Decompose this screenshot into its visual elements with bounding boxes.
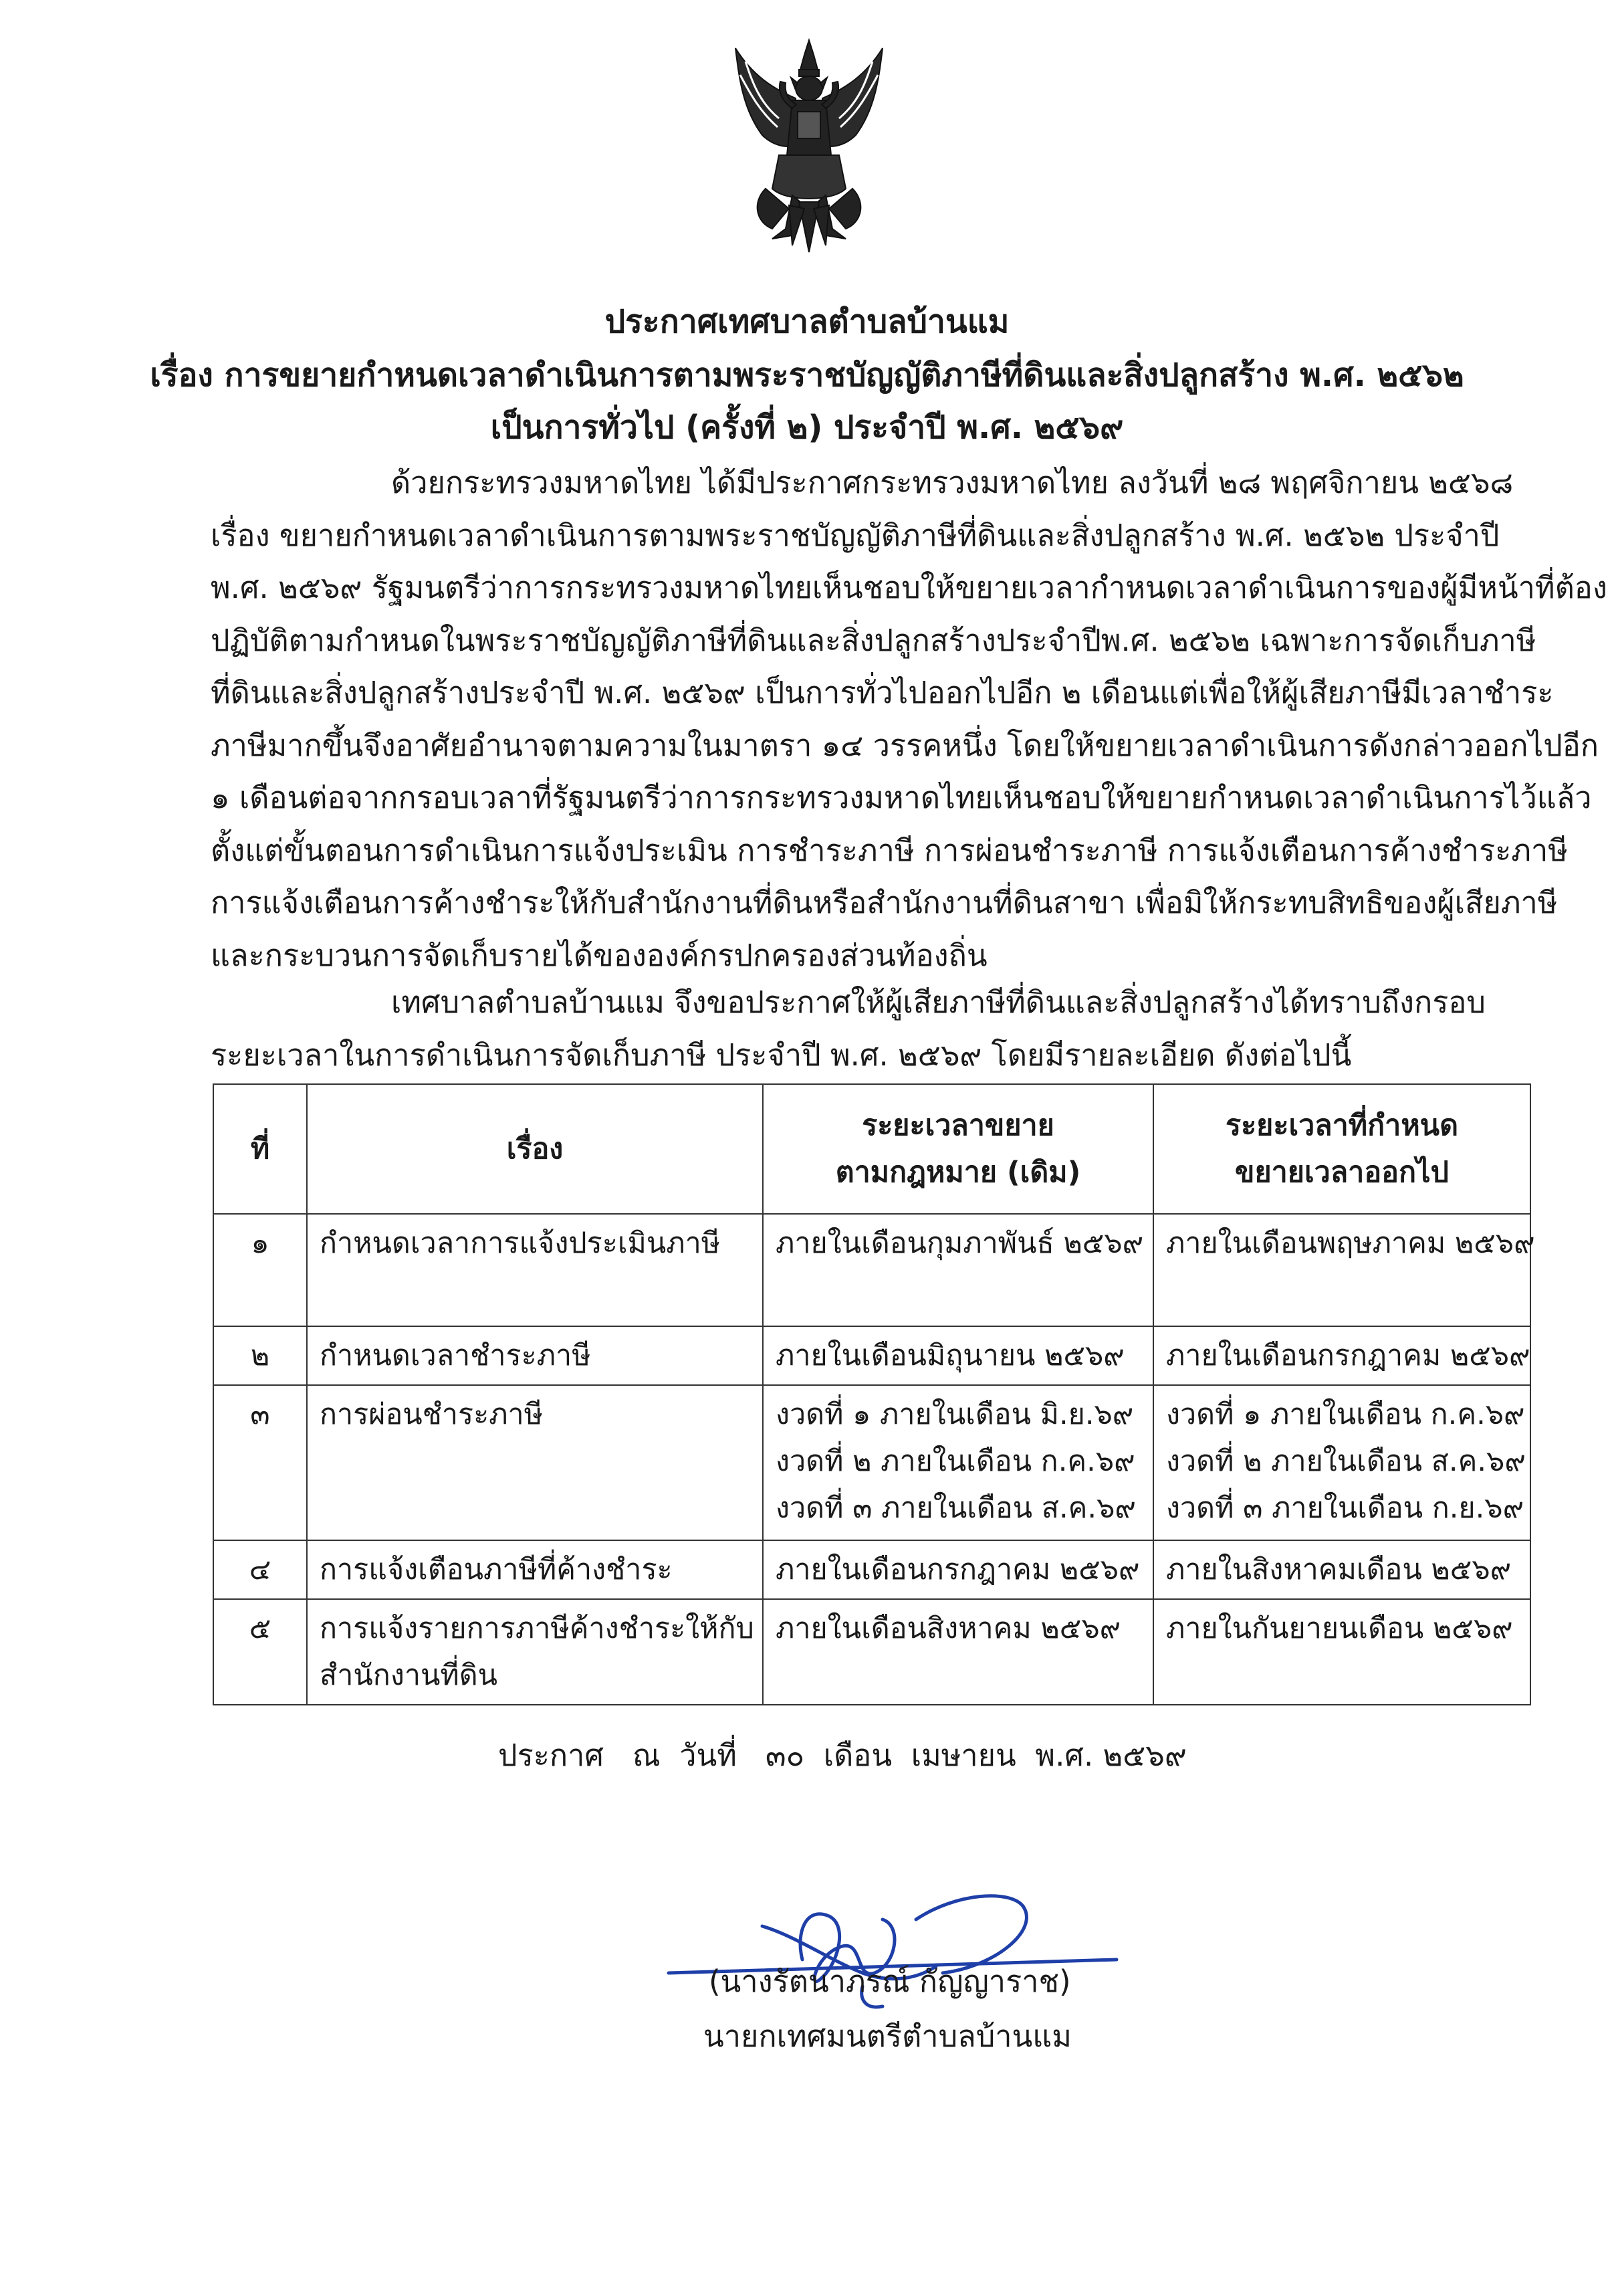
row-original-period [763,1385,1153,1540]
text-line: ด้วยกระทรวงมหาดไทย ได้มีประกาศกระทรวงมหาดไทย ลงวันที่ ๒๘ พฤศจิกายน ๒๕๖๘ [391,465,1514,500]
row-number: ๒ [213,1326,307,1385]
row-subject [307,1540,763,1599]
cell-line: ภายในเดือนพฤษภาคม ๒๕๖๙ [1166,1227,1535,1260]
row-subject [307,1214,763,1326]
row-number: ๓ [213,1385,307,1540]
schedule-table [213,1083,1535,1705]
cell-line: งวดที่ ๑ ภายในเดือน มิ.ย.๖๙ [776,1398,1134,1431]
cell-line: งวดที่ ๒ ภายในเดือน ก.ค.๖๙ [776,1445,1135,1478]
cell-line: ภายในเดือนกุมภาพันธ์ ๒๕๖๙ [776,1227,1144,1260]
announcement-subtitle: เป็นการทั่วไป (ครั้งที่ ๒) ประจำปี พ.ศ. ๒๕๖๙ [490,409,1124,446]
signer-position: นายกเทศมนตรีตำบลบ้านแม [703,2018,1072,2054]
header-line: ระยะเวลาขยาย [862,1109,1054,1142]
cell-line: งวดที่ ๒ ภายในเดือน ส.ค.๖๙ [1166,1445,1526,1478]
row-subject [307,1326,763,1385]
row-number: ๔ [213,1540,307,1599]
row-number: ๕ [213,1599,307,1705]
text-line: ที่ดินและสิ่งปลูกสร้างประจำปี พ.ศ. ๒๕๖๙ เป็นการทั่วไปออกไปอีก ๒ เดือนแต่เพื่อให้ผู้เสียภาษีมีเวลาชำระ [211,675,1554,710]
cell-line: กำหนดเวลาการแจ้งประเมินภาษี [320,1227,721,1260]
table-row [213,1599,1530,1705]
text-line: ๑ เดือนต่อจากกรอบเวลาที่รัฐมนตรีว่าการกระทรวงมหาดไทยเห็นชอบให้ขยายกำหนดเวลาดำเนินการไว้แล้ว [211,780,1592,815]
header-line: ระยะเวลาที่กำหนด [1225,1109,1458,1142]
cell-line: การแจ้งรายการภาษีค้างชำระให้กับ [320,1612,754,1645]
table-row [213,1326,1530,1385]
header-line: ขยายเวลาออกไป [1235,1156,1449,1189]
cell-line: ภายในสิงหาคมเดือน ๒๕๖๙ [1166,1553,1512,1586]
row-original-period [763,1599,1153,1705]
text-line: ปฏิบัติตามกำหนดในพระราชบัญญัติภาษีที่ดินและสิ่งปลูกสร้างประจำปีพ.ศ. ๒๕๖๒ เฉพาะการจัดเก็บภาษี [211,622,1536,658]
text-line: ระยะเวลาในการดำเนินการจัดเก็บภาษี ประจำปี พ.ศ. ๒๕๖๙ โดยมีรายละเอียด ดังต่อไปนี้ [211,1037,1352,1073]
row-extended-period [1153,1599,1530,1705]
cell-line: กำหนดเวลาชำระภาษี [320,1339,591,1372]
row-number: ๑ [213,1214,307,1326]
announcement-subject: เรื่อง การขยายกำหนดเวลาดำเนินการตามพระราชบัญญัติภาษีที่ดินและสิ่งปลูกสร้าง พ.ศ. ๒๕๖๒ [150,356,1464,394]
cell-line: ภายในเดือนสิงหาคม ๒๕๖๙ [776,1612,1121,1645]
cell-line: งวดที่ ๓ ภายในเดือน ส.ค.๖๙ [776,1491,1136,1525]
text-line: พ.ศ. ๒๕๖๙ รัฐมนตรีว่าการกระทรวงมหาดไทยเห็นชอบให้ขยายเวลากำหนดเวลาดำเนินการของผู้มีหน้าที่ต้อง [211,570,1607,605]
row-original-period [763,1326,1153,1385]
header-line: ตามกฎหมาย (เดิม) [835,1156,1081,1189]
table-header-row [213,1084,1530,1214]
text-line: เทศบาลตำบลบ้านแม จึงขอประกาศให้ผู้เสียภาษีที่ดินและสิ่งปลูกสร้างได้ทราบถึงกรอบ [391,984,1486,1020]
announcement-date: ประกาศ ณ วันที่ ๓๐ เดือน เมษายน พ.ศ. ๒๕๖๙ [498,1738,1187,1773]
table-row [213,1540,1530,1599]
row-original-period [763,1214,1153,1326]
row-original-period [763,1540,1153,1599]
text-line: การแจ้งเตือนการค้างชำระให้กับสำนักงานที่ดินหรือสำนักงานที่ดินสาขา เพื่อมิให้กระทบสิทธิของผู้เสียภาษี [211,885,1558,920]
row-extended-period [1153,1326,1530,1385]
header-extended-period [1153,1084,1530,1214]
garuda-emblem-icon [725,35,893,255]
cell-line: ภายในเดือนมิถุนายน ๒๕๖๙ [776,1339,1125,1372]
text-line: และกระบวนการจัดเก็บรายได้ขององค์กรปกครองส่วนท้องถิ่น [211,937,988,973]
body-paragraph-1 [211,457,1607,982]
cell-line: ภายในเดือนกรกฎาคม ๒๕๖๙ [776,1553,1140,1586]
announcement-title: ประกาศเทศบาลตำบลบ้านแม [604,303,1010,340]
cell-line: สำนักงานที่ดิน [320,1659,498,1692]
text-line: ภาษีมากขึ้นจึงอาศัยอำนาจตามความในมาตรา ๑๔ วรรคหนึ่ง โดยให้ขยายเวลาดำเนินการดังกล่าวออกไปอีก [211,727,1599,763]
text-line: เรื่อง ขยายกำหนดเวลาดำเนินการตามพระราชบัญญัติภาษีที่ดินและสิ่งปลูกสร้าง พ.ศ. ๒๕๖๒ ประจำปี [211,517,1500,553]
table-row [213,1385,1530,1540]
row-extended-period [1153,1214,1535,1326]
table-row [213,1214,1530,1326]
text-line: ตั้งแต่ขั้นตอนการดำเนินการแจ้งประเมิน การชำระภาษี การผ่อนชำระภาษี การแจ้งเตือนการค้างชำระภาษี [211,832,1568,868]
cell-line: งวดที่ ๑ ภายในเดือน ก.ค.๖๙ [1166,1398,1525,1431]
row-subject [307,1385,763,1540]
cell-line: งวดที่ ๓ ภายในเดือน ก.ย.๖๙ [1166,1491,1524,1525]
body-paragraph-2 [211,976,1486,1081]
header-original-period [763,1084,1153,1214]
row-extended-period [1153,1385,1530,1540]
cell-line: ภายในกันยายนเดือน ๒๕๖๙ [1166,1612,1513,1645]
cell-line: การผ่อนชำระภาษี [320,1398,544,1431]
header-no: ที่ [213,1084,307,1214]
row-extended-period [1153,1540,1530,1599]
header-subject: เรื่อง [307,1084,763,1214]
cell-line: การแจ้งเตือนภาษีที่ค้างชำระ [320,1553,673,1586]
signer-name: (นางรัตนาภรณ์ กัญญาราช) [709,1964,1071,1999]
row-subject [307,1599,763,1705]
cell-line: ภายในเดือนกรกฎาคม ๒๕๖๙ [1166,1339,1530,1372]
